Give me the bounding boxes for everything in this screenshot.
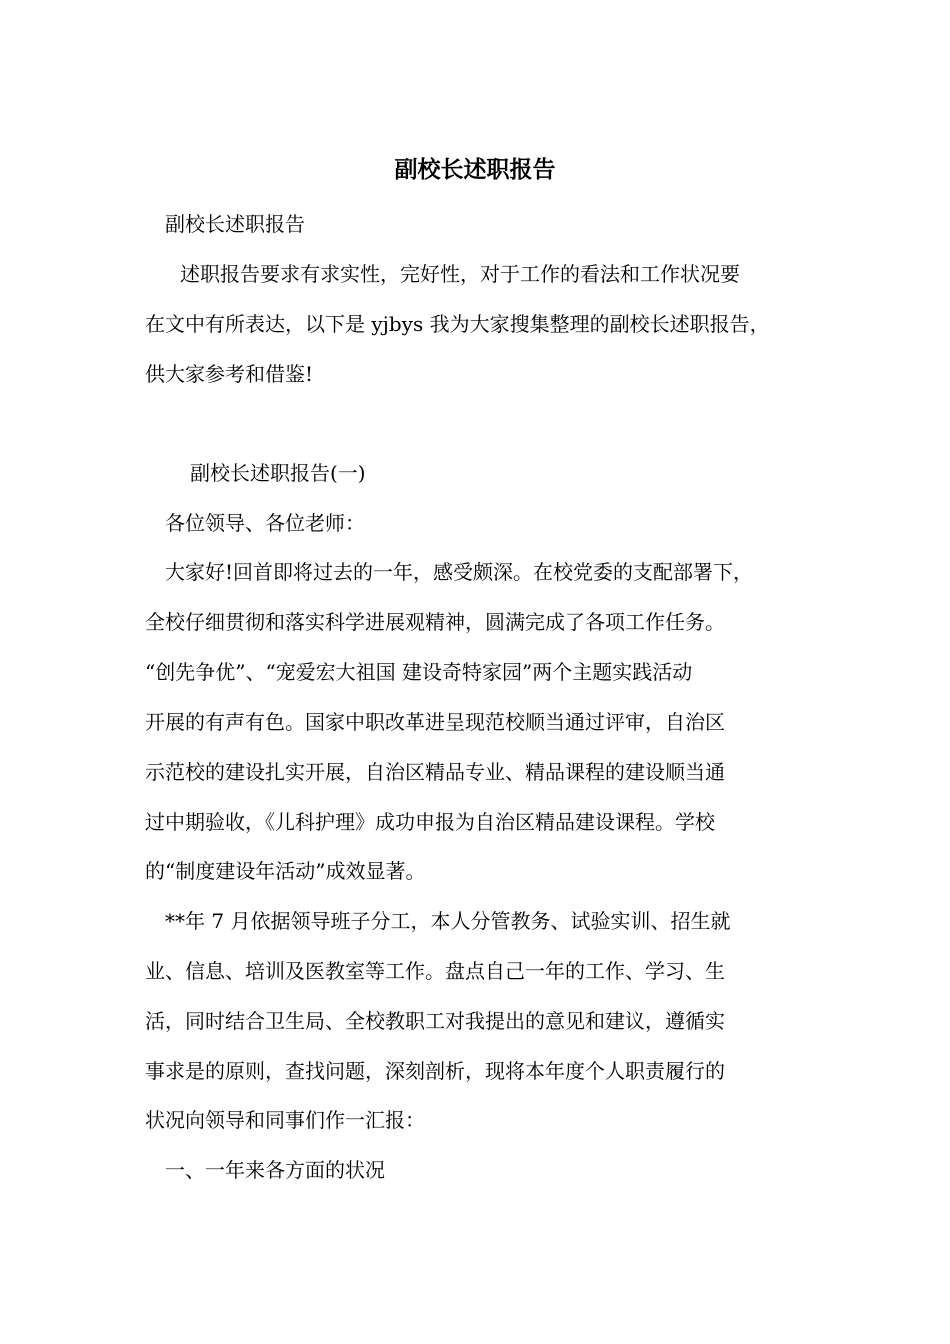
paragraph-line: 在文中有所表达，以下是 yjbys 我为大家搜集整理的副校长述职报告， (145, 312, 770, 336)
section-heading: 一、一年来各方面的状况 (165, 1158, 385, 1182)
paragraph-line: 活，同时结合卫生局、全校教职工对我提出的意见和建议，遵循实 (145, 1009, 725, 1033)
paragraph-line: “创先争优”、“宠爱宏大祖国 建设奇特家园”两个主题实践活动 (145, 660, 693, 684)
paragraph-line: 全校仔细贯彻和落实科学进展观精神，圆满完成了各项工作任务。 (145, 610, 725, 634)
paragraph-line: 过中期验收，《儿科护理》成功申报为自治区精品建设课程。学校 (145, 810, 715, 834)
paragraph-line: 供大家参考和借鉴! (145, 362, 314, 386)
paragraph-line: 的“制度建设年活动”成效显著。 (145, 859, 426, 883)
salutation-line: 各位领导、各位老师： (165, 511, 365, 535)
paragraph-line: 业、信息、培训及医教室等工作。盘点自己一年的工作、学习、生 (145, 959, 725, 983)
paragraph-line: 事求是的原则，查找问题，深刻剖析，现将本年度个人职责履行的 (145, 1059, 725, 1083)
document-title: 副校长述职报告 (394, 156, 556, 183)
paragraph-line: 述职报告要求有求实性，完好性，对于工作的看法和工作状况要 (180, 262, 740, 286)
paragraph-line: 状况向领导和同事们作一汇报： (145, 1108, 425, 1132)
paragraph-line: 示范校的建设扎实开展，自治区精品专业、精品课程的建设顺当通 (145, 760, 725, 784)
section-heading: 副校长述职报告(一) (190, 461, 366, 485)
subtitle-line: 副校长述职报告 (165, 212, 305, 236)
paragraph-line: **年 7 月依据领导班子分工，本人分管教务、试验实训、招生就 (165, 909, 731, 933)
paragraph-line: 开展的有声有色。国家中职改革进呈现范校顺当通过评审，自治区 (145, 710, 725, 734)
paragraph-line: 大家好!回首即将过去的一年，感受颇深。在校党委的支配部署下， (165, 560, 754, 584)
